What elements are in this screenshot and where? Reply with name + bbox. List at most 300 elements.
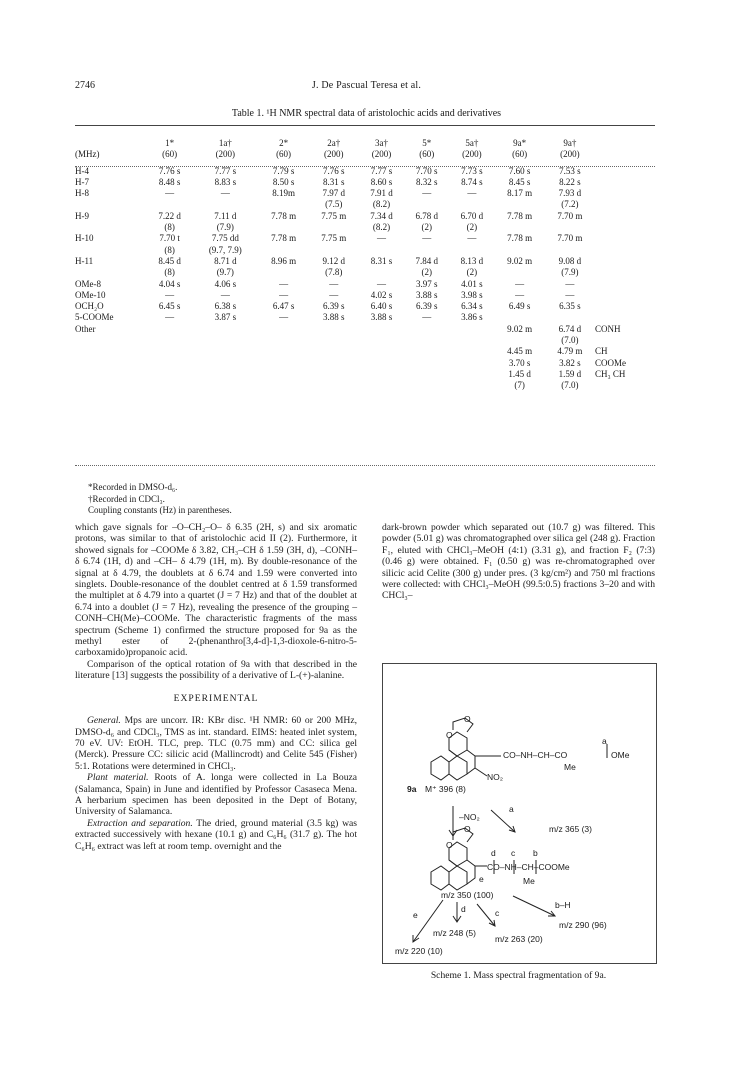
- table-cell: CH: [595, 346, 608, 357]
- bond-label-e: e: [479, 874, 484, 884]
- table-cell: 4.01 s: [461, 278, 483, 289]
- running-head: J. De Pascual Teresa et al.: [311, 80, 422, 91]
- table-cell: [449, 369, 494, 380]
- table-cell: [449, 380, 494, 391]
- table-header-cell: 1*: [165, 138, 175, 148]
- table-cell: [595, 301, 655, 312]
- subhead-general: General.: [87, 715, 121, 727]
- table-row: [75, 301, 655, 312]
- table-row: [75, 335, 655, 346]
- table-cell: [309, 369, 359, 380]
- table-cell: (7.2): [561, 199, 579, 210]
- table-cell: [494, 312, 544, 323]
- table-cell: 4.02 s: [370, 289, 393, 300]
- table-cell: [75, 380, 147, 391]
- table-header-cell: 1a†: [218, 138, 232, 148]
- table-cell: [258, 358, 308, 369]
- table-cell: —: [515, 278, 525, 289]
- table-row: [75, 166, 655, 177]
- table-cell: 6.34 s: [461, 301, 483, 312]
- table-row: [75, 324, 655, 335]
- table-cell: [147, 369, 192, 380]
- table-row: [75, 358, 655, 369]
- table-cell: [595, 211, 655, 222]
- table-row: [75, 279, 655, 290]
- table-cell: —: [165, 289, 175, 300]
- ring-o-label-3: O: [464, 824, 471, 834]
- table-cell: 6.70 d: [460, 210, 484, 221]
- table-cell: —: [422, 233, 432, 244]
- table-cell: (2): [466, 222, 478, 233]
- table-cell: 8.13 d: [460, 255, 484, 266]
- table-header-cell: 5a†: [465, 138, 479, 148]
- table-cell: [404, 369, 449, 380]
- table-cell: [404, 335, 449, 346]
- table-row: [75, 199, 655, 210]
- table-cell: H-7: [75, 176, 89, 187]
- table-cell: 7.70 s: [415, 165, 438, 176]
- table-header-cell: 2*: [279, 138, 289, 148]
- table-cell: (2): [466, 267, 478, 278]
- fragment-248: m/z 248 (5): [433, 928, 476, 938]
- subhead-extraction: Extraction and separation.: [87, 817, 193, 829]
- table-cell: —: [565, 278, 575, 289]
- table-cell: 7.78 m: [271, 233, 297, 244]
- fragment-350: m/z 350 (100): [441, 890, 494, 900]
- table-row: [75, 245, 655, 256]
- table-cell: 3.70 s: [508, 357, 531, 368]
- table-header-cell: (200): [215, 149, 236, 160]
- table-cell: [404, 245, 449, 256]
- table-cell: [404, 346, 449, 357]
- arrow-a-label: a: [509, 804, 514, 814]
- table-cell: —: [565, 289, 575, 300]
- table-cell: 3.88 s: [370, 312, 393, 323]
- right-column: [382, 522, 655, 602]
- table-cell: 8.32 s: [415, 176, 438, 187]
- table-cell: 3.97 s: [415, 278, 438, 289]
- table-cell: [258, 245, 308, 256]
- table-cell: 8.17 m: [507, 188, 533, 199]
- table-header-cell: (60): [512, 149, 528, 160]
- table-cell: 7.77 s: [370, 165, 393, 176]
- table-cell: 7.22 d: [158, 210, 181, 221]
- table-cell: 6.39 s: [323, 301, 345, 312]
- table-cell: [494, 199, 544, 210]
- table-cell: H-10: [75, 233, 94, 244]
- table-cell: —: [329, 278, 339, 289]
- table-cell: [595, 222, 655, 233]
- table-header-row: [75, 149, 655, 160]
- table-cell: 7.70 m: [557, 210, 583, 221]
- fragment-290: m/z 290 (96): [559, 920, 607, 930]
- table-cell: (7.8): [325, 267, 343, 278]
- table-cell: [258, 380, 308, 391]
- table-cell: 4.06 s: [214, 278, 237, 289]
- table-cell: 8.31 s: [323, 176, 345, 187]
- table-cell: [192, 380, 258, 391]
- table-cell: [258, 346, 308, 357]
- table-cell: 1.45 d: [508, 368, 531, 379]
- table-cell: —: [220, 289, 230, 300]
- table-cell: (8): [164, 244, 175, 255]
- table-header-cell: 9a†: [563, 138, 577, 148]
- ring-o-label-4: O: [446, 840, 453, 850]
- table-cell: [75, 335, 147, 346]
- table-cell: 7.75 m: [321, 233, 347, 244]
- table-cell: (8.2): [372, 222, 391, 233]
- table-cell: [595, 166, 655, 177]
- table-caption: Table 1. ¹H NMR spectral data of aristolochic acids and derivatives: [231, 108, 502, 119]
- table-cell: [595, 177, 655, 188]
- table-row: [75, 233, 655, 244]
- table-cell: OCH₂O: [75, 301, 104, 312]
- table-cell: 7.76 s: [158, 165, 181, 176]
- table-cell: 4.79 m: [557, 346, 583, 357]
- table-cell: [359, 369, 404, 380]
- ome-label: OMe: [611, 750, 630, 760]
- fragment-220: m/z 220 (10): [395, 946, 443, 956]
- ring-bottom-c: [449, 866, 467, 890]
- table-cell: 3.88 s: [415, 289, 438, 300]
- table-cell: 7.11 d: [214, 210, 237, 221]
- paragraph-chromatography: dark-brown powder which separated out (10.7 g) was filtered. This powder (5.01 g) was chromatographed over silica gel (248 g). Fraction F₁, eluted with CHCl₃–MeOH (4:1) (3.31 g), and fraction F₂ (7:3) (0.46 g) were obtained. F₁ (0.50 g) was re-chromatographed over silicic acid Celite (300 g) under pres. (3 kg/cm²) and 750 ml fractions were collected: with CHCl₃–MeOH (99.5:0.5) fractions 3–20 and with CHCl₃–: [382, 522, 655, 602]
- table-cell: 7.78 m: [507, 210, 533, 221]
- table-cell: 6.74 d: [558, 323, 582, 334]
- table-cell: [595, 380, 655, 391]
- table-cell: [404, 358, 449, 369]
- table-cell: [359, 358, 404, 369]
- table-row: [75, 369, 655, 380]
- footnote-coupling: Coupling constants (Hz) in parentheses.: [88, 505, 232, 515]
- table-cell: 3.86 s: [461, 312, 483, 323]
- table-cell: [359, 380, 404, 391]
- table-cell: [449, 324, 494, 335]
- table-cell: COOMe: [595, 357, 626, 368]
- table-header-cell: (200): [324, 149, 344, 160]
- table-header-cell: (60): [276, 149, 292, 160]
- table-cell: [192, 324, 258, 335]
- table-cell: [309, 335, 359, 346]
- table-header-row: [75, 138, 655, 149]
- table-cell: 8.48 s: [158, 176, 181, 187]
- sidechain-bottom-label: CO–NH–CH–COOMe: [487, 862, 570, 872]
- table-cell: [75, 358, 147, 369]
- table-cell: 9.02 m: [507, 323, 533, 334]
- table-cell: 7.79 s: [272, 165, 295, 176]
- table-cell: [147, 335, 192, 346]
- table-cell: 7.73 s: [461, 165, 483, 176]
- ring-top-d: [449, 750, 475, 774]
- table-cell: [192, 358, 258, 369]
- table-cell: [147, 346, 192, 357]
- table-cell: [545, 245, 595, 256]
- table-cell: H-9: [75, 210, 89, 221]
- table-cell: [595, 188, 655, 199]
- table-cell: 8.19m: [272, 188, 295, 199]
- table-cell: [258, 324, 308, 335]
- footnote-dmso: *Recorded in DMSO-d₆.: [88, 482, 178, 492]
- table-cell: [258, 369, 308, 380]
- scheme-figure: [382, 663, 657, 964]
- table-cell: (7.0): [561, 380, 579, 391]
- table-header-cell: [595, 149, 655, 160]
- table-cell: [309, 358, 359, 369]
- table-cell: 7.76 s: [323, 165, 345, 176]
- table-cell: [449, 245, 494, 256]
- table-cell: 7.93 d: [558, 188, 582, 199]
- table-cell: [595, 233, 655, 244]
- paragraph-extraction: Extraction and separation. The dried, ground material (3.5 kg) was extracted successively with hexane (10.1 g) and C₆H₆ (31.7 g). The hot C₆H₆ extract was left at room temp. overnight and the: [75, 817, 357, 852]
- table-cell: 8.22 s: [559, 176, 581, 187]
- section-heading: EXPERIMENTAL: [173, 692, 259, 704]
- table-cell: 7.70 m: [557, 233, 583, 244]
- table-cell: —: [422, 312, 432, 323]
- table-cell: OMe-8: [75, 278, 101, 289]
- table-header-cell: 9a*: [513, 138, 527, 148]
- table-cell: [404, 199, 449, 210]
- table-header-cell: (200): [462, 149, 482, 160]
- arrow-e-label: e: [413, 910, 418, 920]
- nmr-table: [75, 138, 655, 392]
- table-cell: [595, 199, 655, 210]
- table-cell: —: [279, 278, 289, 289]
- table-cell: [147, 358, 192, 369]
- table-cell: —: [467, 233, 477, 244]
- loss-no2-label: –NO₂: [459, 812, 480, 822]
- table-cell: 7.84 d: [415, 255, 438, 266]
- table-cell: OMe-10: [75, 289, 106, 300]
- table-cell: (7.9): [561, 267, 579, 278]
- table-row: [75, 312, 655, 323]
- table-cell: (8): [164, 267, 175, 278]
- sidechain-label: CO–NH–CH–CO: [503, 750, 568, 760]
- table-cell: CONH: [595, 323, 621, 334]
- table-cell: [449, 199, 494, 210]
- table-cell: H-11: [75, 255, 94, 266]
- table-cell: Other: [75, 323, 96, 334]
- table-cell: [359, 324, 404, 335]
- table-cell: 6.47 s: [272, 301, 295, 312]
- table-footnotes: [88, 482, 232, 517]
- table-cell: 7.70 t: [159, 233, 180, 244]
- table-cell: 3.87 s: [214, 312, 237, 323]
- table-cell: 8.74 s: [461, 176, 483, 187]
- table-cell: 1.59 d: [558, 368, 582, 379]
- bond-label-b: b: [533, 848, 538, 858]
- table-cell: (8): [164, 222, 175, 233]
- table-cell: (7.5): [325, 199, 343, 210]
- table-cell: 4.04 s: [158, 278, 181, 289]
- table-cell: 8.50 s: [272, 176, 295, 187]
- table-cell: 6.78 d: [415, 210, 438, 221]
- table-cell: [494, 267, 544, 278]
- table-top-rule: [75, 125, 655, 126]
- no2-label: NO₂: [487, 772, 504, 782]
- bond-label-c: c: [511, 848, 516, 858]
- table-cell: (9.7): [216, 267, 234, 278]
- table-cell: [309, 222, 359, 233]
- table-cell: [258, 335, 308, 346]
- table-cell: 8.71 d: [214, 255, 237, 266]
- subhead-plant: Plant material.: [87, 772, 149, 784]
- scheme-caption: Scheme 1. Mass spectral fragmentation of 9a.: [430, 970, 607, 981]
- table-row: [75, 177, 655, 188]
- arrow-c-label: c: [495, 908, 500, 918]
- table-cell: [192, 199, 258, 210]
- table-cell: [75, 222, 147, 233]
- table-cell: 3.88 s: [323, 312, 345, 323]
- table-header-cell: (MHz): [75, 149, 100, 160]
- table-cell: 6.40 s: [370, 301, 393, 312]
- table-cell: [545, 312, 595, 323]
- table-cell: [595, 245, 655, 256]
- table-cell: 7.78 m: [507, 233, 533, 244]
- table-cell: 8.45 s: [508, 176, 531, 187]
- table-header-cell: 3a†: [375, 138, 389, 148]
- table-header-cell: (200): [371, 149, 392, 160]
- table-cell: (7): [514, 380, 525, 391]
- table-cell: —: [279, 289, 289, 300]
- table-header-cell: 5*: [422, 138, 432, 148]
- table-cell: [258, 267, 308, 278]
- table-cell: [404, 324, 449, 335]
- table-row: [75, 346, 655, 357]
- table-cell: 8.83 s: [214, 176, 237, 187]
- table-cell: [595, 290, 655, 301]
- ring-top-b: [431, 756, 449, 780]
- table-cell: —: [220, 188, 230, 199]
- table-cell: —: [515, 289, 525, 300]
- arrow-bh: [513, 896, 555, 916]
- table-cell: 4.45 m: [507, 346, 533, 357]
- table-cell: [449, 335, 494, 346]
- fragment-263: m/z 263 (20): [495, 934, 543, 944]
- table-cell: 8.45 d: [158, 255, 181, 266]
- table-cell: 3.82 s: [559, 357, 581, 368]
- table-cell: 5-COOMe: [75, 312, 114, 323]
- arrow-c: [477, 904, 495, 926]
- table-row: [75, 222, 655, 233]
- table-cell: 7.34 d: [370, 210, 393, 221]
- table-cell: [595, 312, 655, 323]
- table-cell: H-4: [75, 165, 89, 176]
- table-cell: 6.39 s: [415, 301, 438, 312]
- table-cell: [75, 369, 147, 380]
- table-cell: [147, 324, 192, 335]
- table-cell: [192, 369, 258, 380]
- table-cell: [359, 346, 404, 357]
- table-cell: —: [422, 188, 432, 199]
- table-cell: 6.49 s: [508, 301, 531, 312]
- table-row: [75, 290, 655, 301]
- table-cell: 7.91 d: [370, 188, 393, 199]
- table-cell: [75, 199, 147, 210]
- paragraph-rotation: Comparison of the optical rotation of 9a with that described in the literature [13] suggests the possibility of a derivative of L-(+)-alanine.: [75, 658, 357, 682]
- table-cell: [545, 222, 595, 233]
- table-cell: 9.08 d: [558, 255, 582, 266]
- table-cell: 7.75 dd: [211, 233, 239, 244]
- table-cell: [449, 346, 494, 357]
- table-header-cell: [75, 138, 147, 149]
- table-row: [75, 256, 655, 267]
- table-cell: 6.35 s: [559, 301, 581, 312]
- table-header-cell: (200): [560, 149, 580, 160]
- table-bottom-rule: [75, 465, 655, 466]
- table-cell: [449, 358, 494, 369]
- table-cell: [359, 267, 404, 278]
- table-cell: —: [279, 312, 289, 323]
- table-cell: H-8: [75, 188, 89, 199]
- table-cell: (2): [421, 222, 432, 233]
- table-cell: 7.53 s: [559, 165, 581, 176]
- table-cell: [595, 256, 655, 267]
- table-cell: (2): [421, 267, 432, 278]
- table-cell: [494, 245, 544, 256]
- table-cell: [404, 380, 449, 391]
- table-cell: 7.60 s: [508, 165, 531, 176]
- compound-label: 9a: [407, 784, 417, 794]
- table-header-cell: (60): [419, 149, 435, 160]
- table-cell: —: [377, 233, 387, 244]
- paragraph-structure: which gave signals for –O–CH₂–O– δ 6.35 (2H, s) and six aromatic protons, was similar to that of aristolochic acid II (2). Furthermore, it showed signals for –COOMe δ 3.82, CH₃–CH δ 1.59 (3H, d), –CONH– δ 6.74 (1H, d) and –CH– δ 4.79 (1H, m). By double-resonance of the signal at δ 4.79, the doublets at δ 6.74 and 1.59 were converted into singlets. Double-resonance of the doublet centred at δ 1.59 transformed the multiplet at δ 4.79 into a quartet (J = 7 Hz) and that of the doublet at 6.74 into a doublet (J = 7 Hz), revealing the presence of the grouping –CONH–CH(Me)–COOMe. The characteristic fragments of the mass spectrum (Scheme 1) confirmed the structure proposed for 9a as the methyl ester of 2-(phenanthro[3,4-d]-1,3-dioxole-6-nitro-5-carboxamido)propanoic acid.: [75, 522, 357, 659]
- table-cell: [75, 245, 147, 256]
- table-cell: CH₃ CH: [595, 368, 626, 379]
- table-cell: 8.31 s: [370, 255, 393, 266]
- loss-bh-label: b–H: [555, 900, 571, 910]
- table-cell: [258, 222, 308, 233]
- ring-bottom-d: [449, 860, 475, 884]
- table-cell: 9.12 d: [322, 255, 346, 266]
- arrow-d-label: d: [461, 904, 466, 914]
- paragraph-general: General. Mps are uncorr. IR: KBr disc. ¹H NMR: 60 or 200 MHz, DMSO-d₆ and CDCl₃, TMS as int. standard. EIMS: heated inlet system, 70 eV. UV: EtOH. TLC, prep. TLC (0.75 mm) and CC: silica gel (Merck). Pressure CC: silicic acid (Mallincrodt) and Celite 545 (Fisher) 5:1. Rotations were determined in CHCl₃.: [75, 715, 357, 772]
- table-row: [75, 188, 655, 199]
- table-cell: —: [377, 278, 387, 289]
- table-header-cell: (60): [162, 149, 178, 160]
- footnote-cdcl3: †Recorded in CDCl₃.: [88, 493, 165, 504]
- table-cell: 3.98 s: [461, 289, 483, 300]
- table-cell: (7.9): [216, 222, 234, 233]
- table-cell: —: [467, 188, 477, 199]
- table-row: [75, 211, 655, 222]
- ring-top-c: [449, 756, 467, 780]
- bond-label-a: a: [602, 736, 607, 746]
- table-cell: [595, 335, 655, 346]
- table-header-cell: 2a†: [327, 138, 341, 148]
- table-cell: 7.78 m: [271, 210, 297, 221]
- table-cell: 6.45 s: [158, 301, 181, 312]
- me-top-label: Me: [564, 762, 576, 772]
- table-cell: [192, 335, 258, 346]
- molecular-ion-label: M⁺ 396 (8): [425, 784, 466, 794]
- table-cell: [147, 380, 192, 391]
- table-cell: 7.77 s: [214, 165, 237, 176]
- table-cell: [75, 346, 147, 357]
- table-row: [75, 380, 655, 391]
- table-cell: (8.2): [372, 199, 391, 210]
- table-cell: [258, 199, 308, 210]
- table-row: [75, 267, 655, 278]
- table-cell: [147, 199, 192, 210]
- table-cell: [309, 380, 359, 391]
- page-number: 2746: [75, 80, 95, 91]
- table-header-cell: [595, 138, 655, 149]
- table-cell: [75, 267, 147, 278]
- table-cell: (9.7, 7.9): [208, 244, 242, 255]
- table-cell: 8.60 s: [370, 176, 393, 187]
- bond-top-nitro: [475, 768, 487, 776]
- scheme-drawing: [383, 664, 656, 963]
